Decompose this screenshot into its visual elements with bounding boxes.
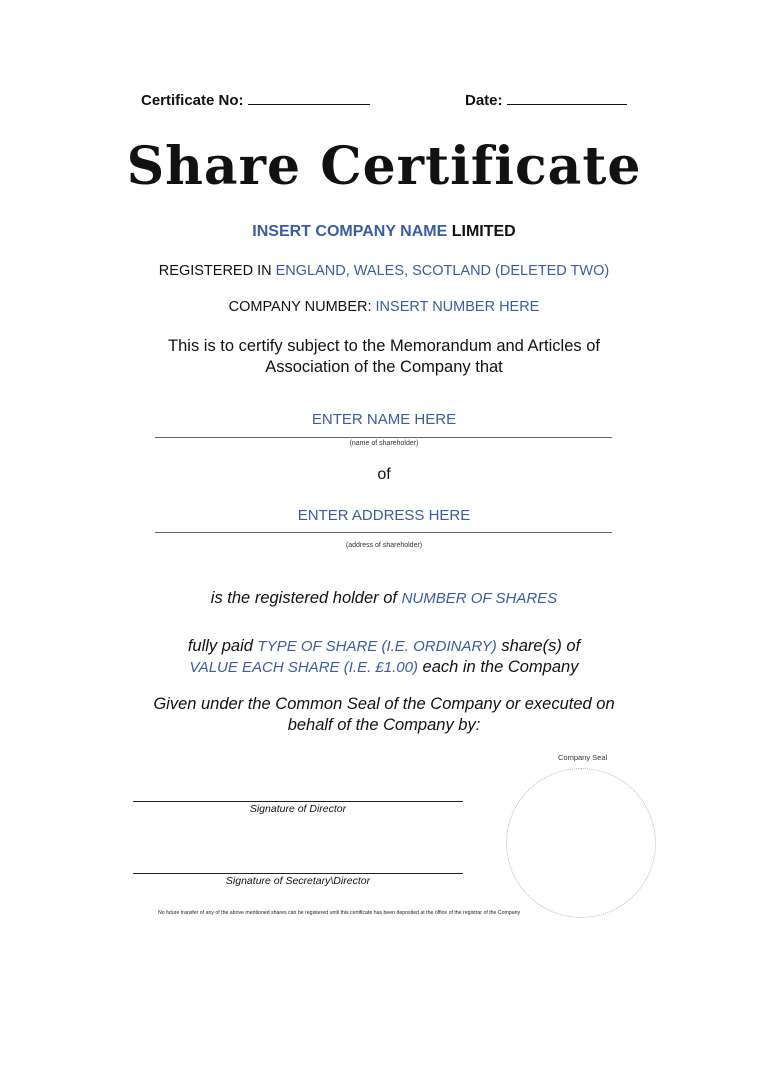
share-type-line <box>0 636 768 657</box>
director-signature-line <box>133 801 463 802</box>
company-number-value: INSERT NUMBER HERE <box>375 299 540 315</box>
holder-line <box>0 589 768 608</box>
company-seal-label: Company Seal <box>558 753 608 762</box>
number-of-shares-placeholder: NUMBER OF SHARES <box>401 590 558 607</box>
fully-paid-text: fully paid <box>187 637 253 655</box>
given-statement <box>0 694 768 736</box>
shareholder-address-caption: (address of shareholder) <box>345 542 423 549</box>
certify-line-1: This is to certify subject to the Memorandum and Articles of <box>168 337 600 355</box>
shareholder-address-rule <box>155 532 612 533</box>
secretary-signature-label: Signature of Secretary\Director <box>225 875 371 887</box>
registered-line <box>0 263 768 279</box>
company-name-line <box>0 223 768 241</box>
page-title: Share Certificate <box>126 136 642 197</box>
share-value-placeholder: VALUE EACH SHARE (I.E. £1.00) <box>189 659 418 676</box>
certify-line-2: Association of the Company that <box>265 358 503 376</box>
shareholder-address-placeholder: ENTER ADDRESS HERE <box>297 507 471 524</box>
given-line-2: behalf of the Company by: <box>287 716 481 734</box>
company-seal-circle <box>506 768 656 918</box>
of-text: of <box>377 466 391 483</box>
share-value-line <box>0 657 768 678</box>
holder-text: is the registered holder of <box>210 589 397 607</box>
certificate-number-blank <box>248 104 370 105</box>
share-details <box>0 636 768 678</box>
company-suffix: LIMITED <box>451 223 516 240</box>
registered-value: ENGLAND, WALES, SCOTLAND (DELETED TWO) <box>275 263 610 279</box>
certificate-number-label: Certificate No: <box>141 92 244 109</box>
secretary-signature-line <box>133 873 463 874</box>
date-blank <box>507 104 627 105</box>
transfer-footnote: No future transfer of any of the above mentioned shares can be registered until this certificate has been deposited at the office of the registrar of the Company <box>158 910 521 916</box>
shares-of-text: share(s) of <box>501 637 581 655</box>
shareholder-name-caption: (name of shareholder) <box>349 440 419 447</box>
certify-statement <box>0 336 768 378</box>
shareholder-name-rule <box>155 437 612 438</box>
shareholder-name-placeholder: ENTER NAME HERE <box>311 411 457 428</box>
company-number-label: COMPANY NUMBER: <box>228 299 372 315</box>
company-name-placeholder: INSERT COMPANY NAME <box>252 223 448 240</box>
date-field <box>465 92 627 109</box>
director-signature-label: Signature of Director <box>249 803 347 815</box>
company-number-line <box>0 299 768 315</box>
share-type-placeholder: TYPE OF SHARE (I.E. ORDINARY) <box>257 638 497 655</box>
certificate-number-field <box>141 92 370 109</box>
date-label: Date: <box>465 92 503 109</box>
each-text: each in the Company <box>422 658 579 676</box>
given-line-1: Given under the Common Seal of the Company or executed on <box>153 695 615 713</box>
registered-label: REGISTERED IN <box>158 263 272 279</box>
